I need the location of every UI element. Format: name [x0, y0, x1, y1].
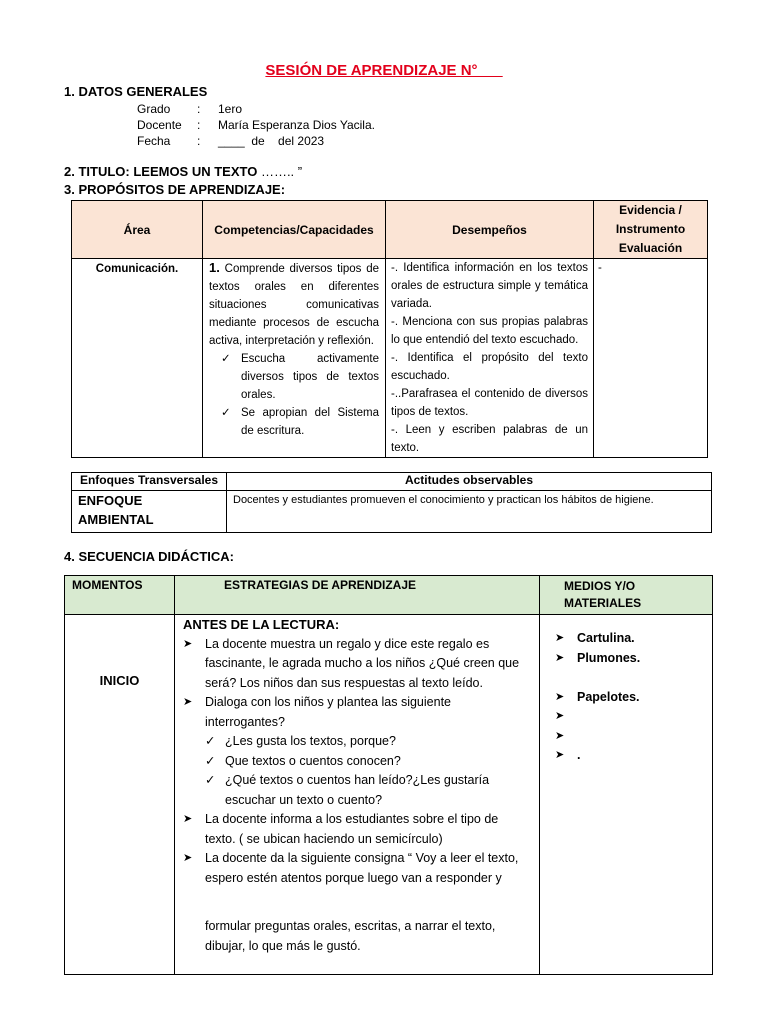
section-heading-datos-generales: 1. DATOS GENERALES — [64, 84, 208, 99]
propositos-table — [71, 200, 708, 458]
estrategia-text: Dialoga con los niños y plantea las siguiente interrogantes? — [205, 695, 451, 729]
check-icon: ✓ — [205, 753, 216, 768]
header-evidencia — [594, 201, 708, 259]
enfoques-header-row — [72, 473, 712, 491]
datos-row-grado — [137, 102, 242, 116]
material-text: Plumones. — [577, 650, 641, 665]
header-actitudes: Actitudes observables — [227, 473, 712, 491]
cell-estrategias — [175, 615, 540, 975]
propositos-row — [72, 259, 708, 458]
secuencia-row-inicio — [65, 615, 713, 975]
header-momentos: MOMENTOS — [65, 576, 175, 615]
header-evidencia-line: Instrumento — [615, 222, 686, 236]
estrategia-item — [183, 810, 531, 849]
section-heading-titulo — [64, 164, 302, 179]
material-item — [555, 746, 712, 766]
datos-label: Docente — [137, 118, 182, 132]
material-item — [555, 727, 712, 747]
question-text: Que textos o cuentos conocen? — [225, 753, 401, 768]
competencia-number: 1. — [209, 260, 220, 275]
datos-colon: : — [197, 102, 201, 116]
section-heading-propositos: 3. PROPÓSITOS DE APRENDIZAJE: — [64, 182, 286, 197]
datos-value: María Esperanza Dios Yacila. — [218, 118, 375, 132]
propositos-header-row — [72, 201, 708, 259]
datos-label: Grado — [137, 102, 171, 116]
arrow-bullet-icon: ➤ — [555, 729, 565, 742]
question-text: ¿Les gusta los textos, porque? — [225, 734, 396, 748]
desempeno-item: -. Identifica información en los textos orales de estructura simple y temática variada. — [391, 262, 588, 310]
cell-enfoque: ENFOQUE AMBIENTAL — [72, 491, 227, 533]
desempeno-item: -..Parafrasea el contenido de diversos tipos de textos. — [391, 388, 588, 418]
check-icon: ✓ — [205, 773, 216, 787]
material-text: Papelotes. — [577, 689, 640, 704]
cell-area: Comunicación. — [72, 259, 203, 458]
desempeno-item: -. Leen y escriben palabras de un texto. — [391, 424, 588, 454]
material-item — [555, 629, 712, 649]
datos-colon: : — [197, 134, 201, 148]
cell-materiales — [540, 615, 713, 975]
arrow-bullet-icon: ➤ — [183, 696, 193, 708]
check-icon: ✓ — [221, 353, 231, 365]
question-text: ¿Qué textos o cuentos han leído?¿Les gustaría escuchar un texto o cuento? — [225, 773, 490, 807]
question-item — [183, 771, 531, 810]
page-title: SESIÓN DE APRENDIZAJE N°___ — [265, 62, 503, 79]
competencia-text: Comprende diversos tipos de textos orales en diferentes situaciones comunicativas mediante procesos de escucha activa, interpretación y reflexión. — [209, 263, 379, 347]
arrow-bullet-icon: ➤ — [555, 651, 565, 664]
cell-desempenos — [386, 259, 594, 458]
arrow-bullet-icon: ➤ — [183, 852, 193, 864]
enfoques-row — [72, 491, 712, 533]
secuencia-table — [64, 575, 713, 975]
header-medios: MEDIOS Y/O MATERIALES — [540, 576, 713, 615]
datos-colon: : — [197, 118, 201, 132]
estrategia-item — [183, 693, 531, 732]
material-text: Cartulina. — [577, 631, 635, 645]
material-spacer — [555, 668, 712, 688]
capacidad-item — [209, 350, 379, 404]
section-heading-secuencia: 4. SECUENCIA DIDÁCTICA: — [64, 549, 234, 564]
estrategia-continuation: formular preguntas orales, escritas, a narrar el texto, dibujar, lo que más le gustó. — [205, 919, 496, 953]
cell-evidencia: - — [594, 259, 708, 458]
header-evidencia-line: Evidencia / — [619, 203, 682, 217]
desempeno-item: -. Menciona con sus propias palabras lo que entendió del texto escuchado. — [391, 316, 588, 346]
datos-value: ____ de del 2023 — [218, 134, 325, 148]
datos-row-docente — [137, 118, 375, 132]
estrategia-item — [183, 849, 531, 888]
header-estrategias: ESTRATEGIAS DE APRENDIZAJE — [175, 576, 540, 615]
estrategia-text: La docente da la siguiente consigna “ Voy a leer el texto, espero estén atentos porque luego van a responder y — [205, 851, 519, 885]
estrategia-text: La docente informa a los estudiantes sobre el tipo de texto. ( se ubican haciendo un semicírculo) — [205, 812, 499, 846]
datos-value: 1ero — [218, 102, 243, 116]
cell-competencias — [203, 259, 386, 458]
check-icon: ✓ — [221, 407, 231, 419]
cell-momento — [65, 615, 175, 975]
datos-label: Fecha — [137, 134, 171, 148]
arrow-bullet-icon: ➤ — [555, 690, 565, 703]
check-icon: ✓ — [205, 734, 216, 748]
header-enfoques: Enfoques Transversales — [72, 473, 227, 491]
capacidad-text: Escucha activamente diversos tipos de textos orales. — [241, 353, 379, 401]
secuencia-header-row — [65, 576, 713, 615]
header-competencias: Competencias/Capacidades — [203, 201, 386, 259]
estrategia-text: La docente muestra un regalo y dice este regalo es fascinante, le agrada mucho a los niños ¿Qué creen que será? Los niños dan sus respuestas al texto leído. — [205, 636, 520, 690]
material-item — [555, 649, 712, 669]
arrow-bullet-icon: ➤ — [555, 632, 565, 644]
cell-actitud: Docentes y estudiantes promueven el conocimiento y practican los hábitos de higiene. — [227, 491, 712, 533]
arrow-bullet-icon: ➤ — [555, 710, 565, 722]
question-item — [183, 752, 531, 772]
desempeno-item: -. Identifica el propósito del texto escuchado. — [391, 352, 588, 382]
titulo-text: 2. TITULO: LEEMOS UN TEXTO — [64, 164, 258, 179]
capacidad-text: Se apropian del Sistema de escritura. — [241, 407, 379, 437]
material-text: . — [577, 748, 581, 762]
arrow-bullet-icon: ➤ — [183, 813, 193, 825]
titulo-suffix: …….. ” — [257, 164, 303, 179]
estrategia-item — [183, 635, 531, 694]
arrow-bullet-icon: ➤ — [555, 749, 565, 761]
question-item — [183, 732, 531, 752]
datos-row-fecha — [137, 134, 324, 148]
momento-inicio: INICIO — [99, 673, 140, 688]
material-item — [555, 707, 712, 727]
enfoques-table — [71, 472, 712, 533]
header-evidencia-line: Evaluación — [618, 241, 683, 255]
arrow-bullet-icon: ➤ — [183, 637, 193, 650]
header-desempenos: Desempeños — [386, 201, 594, 259]
capacidad-item — [209, 404, 379, 440]
material-item — [555, 688, 712, 708]
subheading-antes: ANTES DE LA LECTURA: — [183, 617, 340, 632]
competencia-block — [209, 259, 379, 350]
header-area: Área — [72, 201, 203, 259]
